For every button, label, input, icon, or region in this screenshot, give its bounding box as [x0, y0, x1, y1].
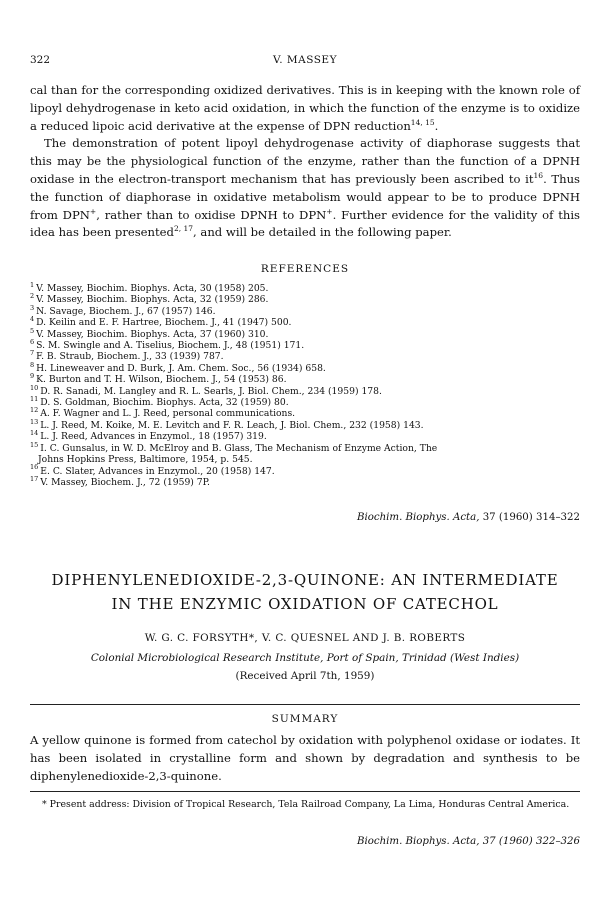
reference-item [30, 337, 580, 352]
reference-number: 3 [30, 303, 35, 312]
reference-number: 12 [30, 406, 39, 415]
reference-item [30, 408, 580, 419]
reference-text: I. C. Gunsalus, in W. D. McElroy and B. Glass, The Mechanism of Enzyme Action, The [40, 442, 438, 454]
reference-number: 1 [30, 280, 35, 289]
footnote-rule [30, 791, 580, 792]
reference-item [30, 303, 580, 317]
reference-item [30, 431, 580, 442]
references-heading: REFERENCES [260, 263, 350, 275]
reference-text: D. Keilin and E. F. Hartree, Biochem. J., 41 (1947) 500. [36, 317, 292, 329]
reference-text: V. Massey, Biochim. Biophys. Acta, 32 (1959) 286. [36, 294, 269, 306]
reference-item [30, 280, 580, 294]
body-text [30, 82, 580, 242]
article-affiliation: Colonial Microbiological Research Institute, Port of Spain, Trinidad (West Indies) [90, 652, 520, 664]
reference-text: L. J. Reed, M. Koike, M. E. Levitch and F. R. Leach, J. Biol. Chem., 232 (1958) 143. [40, 419, 424, 431]
paragraph-1: cal than for the corresponding oxidized derivatives. This is in keeping with the known role of lipoyl dehydrogenase in keto acid oxidation, in which the function of the enzyme is to oxidize a reduced lipoic acid derivative at the expense of DPN reduction$^{14, 15}$. [30, 83, 580, 133]
divider-rule [30, 704, 580, 705]
paragraph-2: The demonstration of potent lipoyl dehydrogenase activity of diaphorase suggests that this may be the physiological function of the enzyme, rather than the function of a DPNH oxidase in the electron-transport mechanism that has previously been ascribed to $it^{16}$. Thus the function of diaphorase in oxidative metabolism would appear to be to produce DPNH from DPN+, rather than to oxidise DPNH to DPN+. Further evidence for the validity of this idea has been presented$^{2, 17}$, and will be detailed in the following paper. [30, 136, 581, 240]
article-authors: W. G. C. FORSYTH*, V. C. QUESNEL AND J. B. ROBERTS [144, 632, 466, 644]
citation-this-article: Biochim. Biophys. Acta, 37 (1960) 322–326 [357, 836, 580, 847]
reference-item [30, 474, 580, 488]
summary-text: A yellow quinone is formed from catechol by oxidation with polyphenol oxidase or iodates. It has been isolated in crystalline form and shown by degradation and synthesis to be diphenylenedioxide-2,3-quinone. [30, 733, 580, 783]
summary-heading: SUMMARY [271, 713, 339, 725]
reference-text: N. Savage, Biochem. J., 67 (1957) 146. [36, 305, 216, 317]
reference-item [30, 463, 580, 477]
reference-text: E. C. Slater, Advances in Enzymol., 20 (1958) 147. [40, 465, 275, 477]
reference-item [30, 440, 580, 466]
reference-number: 7 [30, 349, 35, 358]
citation-previous-article: Biochim. Biophys. Acta, 37 (1960) 314–322 [357, 512, 580, 523]
reference-item [30, 417, 580, 431]
reference-number: 15 [30, 440, 39, 449]
reference-text: L. J. Reed, Advances in Enzymol., 18 (1957) 319. [40, 431, 267, 443]
reference-text: V. Massey, Biochim. Biophys. Acta, 37 (1960) 310. [36, 328, 269, 340]
reference-item [30, 397, 580, 408]
received-date: (Received April 7th, 1959) [235, 670, 375, 682]
reference-number: 9 [30, 372, 35, 381]
reference-item [30, 360, 580, 374]
reference-text: H. Lineweaver and D. Burk, J. Am. Chem. Soc., 56 (1934) 658. [36, 362, 326, 374]
reference-text: D. R. Sanadi, M. Langley and R. L. Searls, J. Biol. Chem., 234 (1959) 178. [40, 385, 382, 397]
running-author: V. MASSEY [272, 54, 338, 66]
page-number: 322 [30, 54, 51, 66]
reference-text: K. Burton and T. H. Wilson, Biochem. J., 54 (1953) 86. [36, 374, 287, 386]
reference-text: D. S. Goldman, Biochim. Biophys. Acta, 32 (1959) 80. [40, 397, 289, 409]
reference-number: 8 [30, 360, 35, 369]
running-head [30, 54, 580, 70]
references-list [30, 280, 580, 488]
article-title: DIPHENYLENEDIOXIDE-2,3-QUINONE: AN INTERMEDIATE IN THE ENZYMIC OXIDATION OF CATECHOL [51, 571, 559, 613]
reference-number: 16 [30, 463, 39, 472]
reference-number: 13 [30, 417, 39, 426]
reference-number: 6 [30, 337, 35, 346]
reference-text: F. B. Straub, Biochem. J., 33 (1939) 787. [36, 351, 224, 363]
reference-number: 2 [30, 292, 35, 301]
reference-item [30, 351, 580, 362]
reference-number: 14 [30, 429, 39, 438]
reference-text: A. F. Wagner and L. J. Reed, personal communications. [40, 408, 296, 420]
reference-number: 17 [30, 474, 39, 483]
reference-item [30, 383, 580, 397]
reference-number: 10 [30, 383, 39, 392]
reference-continuation: Johns Hopkins Press, Baltimore, 1954, p. 545. [38, 454, 253, 466]
reference-number: 4 [30, 315, 35, 324]
reference-item [30, 317, 580, 328]
footnote-marker: * [42, 799, 47, 810]
footnote: * Present address: Division of Tropical Research, Tela Railroad Company, La Lima, Honduras Central America. [42, 799, 570, 810]
reference-text: V. Massey, Biochim. Biophys. Acta, 30 (1958) 205. [36, 283, 269, 294]
reference-item [30, 294, 580, 305]
reference-text: S. M. Swingle and A. Tiselius, Biochem. J., 48 (1951) 171. [36, 340, 305, 352]
reference-text: V. Massey, Biochem. J., 72 (1959) 7P. [40, 476, 210, 488]
reference-number: 5 [30, 326, 35, 335]
reference-item [30, 374, 580, 385]
reference-number: 11 [30, 395, 39, 403]
reference-item [30, 326, 580, 340]
